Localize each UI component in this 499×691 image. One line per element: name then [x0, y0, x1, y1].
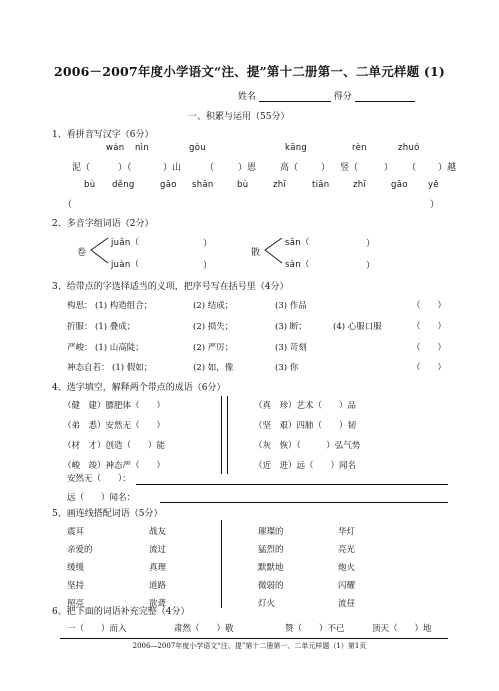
pinyin: kāng: [285, 143, 308, 153]
q6-item[interactable]: 肃然（ ）敬: [174, 624, 234, 634]
q5-col1: [67, 523, 93, 613]
q4-explain2: 远（ ）闻名：: [67, 493, 136, 503]
q3-item: (1) 叠成；: [95, 322, 136, 332]
q1-cell[interactable]: ）: [321, 163, 331, 173]
q5-word[interactable]: 流昼: [338, 599, 356, 609]
q6-item[interactable]: 一（ ）而入: [67, 624, 127, 634]
q5-word[interactable]: 亮光: [338, 545, 356, 555]
q4-divider: [221, 396, 222, 474]
q1-cell[interactable]: 竖（: [340, 163, 359, 173]
q2-close[interactable]: ）: [366, 239, 376, 249]
q3-head: 神态自若：: [67, 363, 110, 373]
q4-title: 4、选字填空，解释两个带点的成语（6分）: [52, 383, 226, 393]
q4-right-item[interactable]: （近 进）远（ ）闻名: [254, 461, 357, 471]
pinyin: tiān: [312, 180, 330, 190]
q2-char1-py1: juǎn（: [111, 238, 140, 248]
q3-item: (2) 如，像: [193, 363, 234, 373]
q5-word[interactable]: 震耳: [67, 527, 85, 537]
q3-item: (3) 断；: [275, 322, 307, 332]
q3-item: (4) 心服口服: [333, 322, 382, 332]
q4-explain1-line[interactable]: [136, 484, 448, 485]
q3-item: (1) 山高陡；: [95, 343, 144, 353]
page-title: 2006－2007年度小学语文“注、提”第十二册第一、二单元样题 (1): [53, 64, 446, 79]
q5-word[interactable]: 道路: [149, 581, 167, 591]
q3-item: (2) 损失；: [193, 322, 234, 332]
pinyin: děng: [112, 180, 135, 190]
q5-col3: [258, 523, 284, 613]
q2-char1-py2: juàn（: [111, 260, 140, 270]
name-blank[interactable]: [259, 91, 331, 102]
q3-head: 构思：: [67, 301, 93, 311]
q3-item: (3) 苛刻: [275, 343, 307, 353]
pinyin: bù: [237, 180, 249, 190]
q3-item: (2) 严厉；: [193, 343, 234, 353]
q3-head: 折服：: [67, 322, 93, 332]
q3-head: 严峻：: [67, 343, 93, 353]
q3-item: (1) 构造组合；: [95, 301, 153, 311]
q5-word[interactable]: 璀璨的: [258, 527, 284, 537]
q5-col4: [338, 523, 355, 613]
q3-item: (2) 结成；: [193, 301, 234, 311]
q4-explain2-line[interactable]: [160, 502, 448, 503]
q4-divider: [227, 396, 228, 474]
brace-icon: [88, 236, 110, 266]
q5-word[interactable]: 照亮: [67, 599, 85, 609]
q5-word[interactable]: 流过: [149, 545, 167, 555]
q3-answer[interactable]: （ ）: [412, 322, 447, 332]
q5-word[interactable]: 闪耀: [338, 581, 356, 591]
pinyin: gāo: [160, 180, 177, 190]
q6-item[interactable]: 顶天（ ）地: [372, 624, 432, 634]
footer-divider: [60, 638, 448, 639]
pinyin: zhuó: [398, 143, 420, 153]
part1-heading: 一、积累与运用（55分）: [188, 112, 290, 122]
q2-title: 2、多音字组词语（2分）: [52, 219, 154, 229]
score-blank[interactable]: [355, 91, 415, 102]
pinyin: rèn: [352, 143, 367, 153]
pinyin: gāo: [391, 180, 408, 190]
page-footer: 2006—2007年度小学语文“注、提”第十二册第一、二单元样题（1）第1页: [132, 642, 367, 650]
q3-answer[interactable]: （ ）: [412, 363, 447, 373]
name-field: [238, 89, 415, 102]
q2-close[interactable]: ）: [203, 239, 213, 249]
pinyin: nìn: [135, 143, 150, 153]
q3-item: (1) 假如；: [112, 363, 153, 373]
score-label: 得分: [333, 92, 352, 102]
pinyin: zhī: [353, 180, 367, 190]
q1-row2-close[interactable]: ）: [430, 200, 440, 210]
q6-title: 6、把下面的词语补充完整（4分）: [52, 607, 190, 617]
q1-cell[interactable]: （: [205, 163, 215, 173]
q5-word[interactable]: 灯火: [258, 599, 276, 609]
q5-word[interactable]: 战友: [149, 527, 167, 537]
q1-cell[interactable]: ）山: [163, 163, 182, 173]
q5-col2: [149, 523, 166, 613]
q5-divider: [221, 520, 222, 608]
q2-close[interactable]: ）: [366, 261, 376, 271]
q6-item[interactable]: 赞（ ）不已: [285, 624, 345, 634]
q2-char2-py2: sàn（: [285, 260, 310, 270]
q2-close[interactable]: ）: [203, 261, 213, 271]
brace-icon: [262, 236, 284, 266]
q1-cell[interactable]: ）: [384, 163, 394, 173]
q1-row2-open[interactable]: （: [63, 200, 73, 210]
pinyin: zhī: [273, 180, 287, 190]
q3-item: (3) 作品: [275, 301, 307, 311]
q1-cell[interactable]: （: [407, 163, 417, 173]
q4-explain1: 安然无（ ）：: [67, 474, 131, 484]
q1-title: 1、看拼音写汉字（6分）: [52, 130, 154, 140]
pinyin: yě: [428, 180, 439, 190]
q4-right-item[interactable]: （灰 恢）（ ）弘气势: [254, 441, 361, 451]
pinyin: shān: [192, 180, 214, 190]
q5-word[interactable]: 坚持: [67, 581, 85, 591]
q1-cell[interactable]: 泥（: [72, 163, 91, 173]
q5-word[interactable]: 猛烈的: [258, 545, 284, 555]
q5-word[interactable]: 欲聋: [149, 599, 167, 609]
q1-cell[interactable]: ）（: [118, 163, 132, 173]
q5-word[interactable]: 炮火: [338, 563, 356, 573]
q2-char2: 散: [251, 248, 261, 258]
q3-answer[interactable]: （ ）: [412, 343, 447, 353]
pinyin: gòu: [189, 143, 206, 153]
q4-left-item[interactable]: （弟 悉）安然无（ ）: [63, 421, 166, 431]
q3-answer[interactable]: （ ）: [412, 301, 447, 311]
q5-word[interactable]: 真理: [149, 563, 167, 573]
q4-right-item[interactable]: （真 珍）艺术（ ）品: [254, 401, 357, 411]
q1-cell[interactable]: 高（: [280, 163, 299, 173]
q1-cell[interactable]: ）越: [438, 163, 457, 173]
pinyin: wán: [106, 143, 125, 153]
q4-left-item[interactable]: （健 建）膘肥体（ ）: [63, 401, 166, 411]
q1-cell[interactable]: ）恩: [238, 163, 257, 173]
q4-right-item[interactable]: （坚 艰）四肺（ ）韧: [254, 421, 357, 431]
q2-char1: 卷: [77, 248, 87, 258]
q5-word[interactable]: 亲爱的: [67, 545, 93, 555]
q5-word[interactable]: 缓缓: [67, 563, 85, 573]
q5-word[interactable]: 默默地: [258, 563, 284, 573]
q5-title: 5、画连线搭配词语（5分）: [52, 509, 163, 519]
pinyin: bù: [84, 180, 96, 190]
q5-word[interactable]: 华灯: [338, 527, 356, 537]
q5-word[interactable]: 微弱的: [258, 581, 284, 591]
name-label: 姓名: [238, 92, 257, 102]
q3-item: (3) 你: [275, 363, 299, 373]
q4-left-item[interactable]: （材 才）创造（ ）能: [63, 441, 166, 451]
q4-left-item[interactable]: （峻 竣）神态严（ ）: [63, 461, 166, 471]
q2-char2-py1: sǎn（: [285, 238, 310, 248]
q3-title: 3、给带点的字选择适当的义项，把序号写在括号里（4分）: [52, 282, 289, 292]
